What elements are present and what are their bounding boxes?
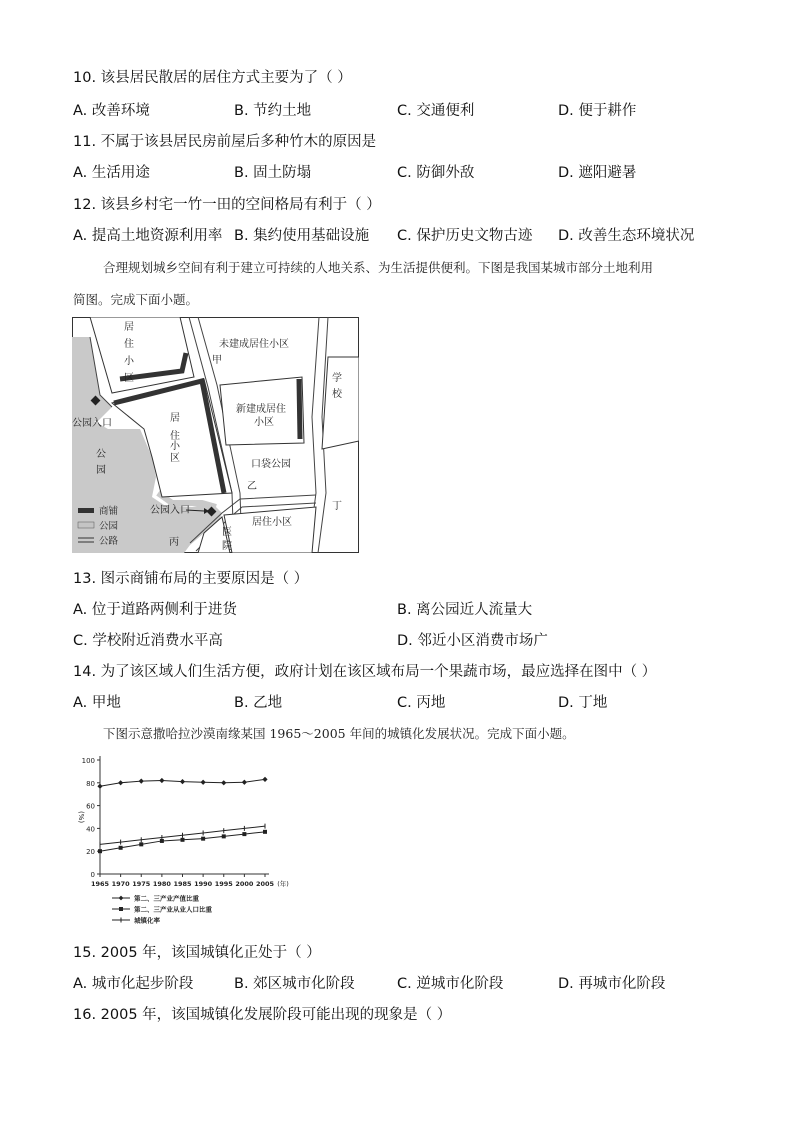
map-intro-line-1: 合理规划城乡空间有利于建立可持续的人地关系、为生活提供便利。下图是我国某城市部分土地利用 xyxy=(103,260,654,275)
q14-option-c[interactable]: C. 丙地 xyxy=(397,695,446,711)
q10-option-a[interactable]: A. 改善环境 xyxy=(73,103,150,119)
data-point-1 xyxy=(263,830,267,834)
label-unbuilt: 未建成居住小区 xyxy=(219,339,289,350)
map-intro-line-2: 简图。完成下面小题。 xyxy=(73,292,199,307)
q15-option-a[interactable]: A. 城市化起步阶段 xyxy=(73,976,194,992)
q14-option-a[interactable]: A. 甲地 xyxy=(73,695,121,711)
svg-text:区: 区 xyxy=(170,453,180,464)
y-tick-label: 80 xyxy=(86,779,95,788)
data-point-0 xyxy=(118,780,123,785)
label-yi: 乙 xyxy=(247,481,257,492)
label-residential-center-1: 居 xyxy=(170,413,180,424)
q11-option-d[interactable]: D. 遮阳避暑 xyxy=(558,165,637,181)
legend-marker-0 xyxy=(119,896,124,901)
data-point-0 xyxy=(180,779,185,784)
label-school-2: 校 xyxy=(332,389,342,400)
q12-option-c[interactable]: C. 保护历史文物古迹 xyxy=(397,228,533,244)
q15-option-b[interactable]: B. 郊区城市化阶段 xyxy=(234,976,355,992)
y-tick-label: 0 xyxy=(90,871,95,879)
svg-text:小: 小 xyxy=(124,356,134,367)
question-13-stem: 13. 图示商铺布局的主要原因是（ ） xyxy=(73,571,309,587)
svg-text:住: 住 xyxy=(170,431,180,442)
data-point-0 xyxy=(159,778,164,783)
data-point-0 xyxy=(221,780,226,785)
q13-option-d[interactable]: D. 邻近小区消费市场广 xyxy=(397,633,548,649)
label-bing: 丙 xyxy=(169,537,179,548)
label-school-1: 学 xyxy=(332,373,342,384)
y-axis-label: (%) xyxy=(77,810,85,824)
q11-option-a[interactable]: A. 生活用途 xyxy=(73,165,150,181)
data-point-1 xyxy=(222,834,226,838)
chart-intro: 下图示意撒哈拉沙漠南缘某国 1965～2005 年间的城镇化发展状况。完成下面小题。 xyxy=(103,726,575,741)
data-point-0 xyxy=(139,778,144,783)
x-axis-unit: (年) xyxy=(277,880,289,888)
label-new-residential-1: 新建成居住 xyxy=(236,404,286,415)
land-use-map xyxy=(72,317,359,553)
x-tick-label: 1995 xyxy=(214,880,233,888)
data-point-1 xyxy=(98,849,102,853)
x-tick-label: 1965 xyxy=(90,880,110,888)
label-park-1: 公 xyxy=(96,449,106,460)
label-residential-se: 居住小区 xyxy=(252,517,292,528)
q13-option-b[interactable]: B. 离公园近人流量大 xyxy=(397,602,533,618)
q10-option-c[interactable]: C. 交通便利 xyxy=(397,103,475,119)
question-12-stem: 12. 该县乡村宅一竹一田的空间格局有利于（ ） xyxy=(73,197,381,213)
legend-label-0: 第二、三产业产值比重 xyxy=(134,894,199,903)
data-point-1 xyxy=(139,842,143,846)
label-jia: 甲 xyxy=(212,355,222,366)
legend-road: 公路 xyxy=(99,536,119,547)
data-point-0 xyxy=(97,784,102,789)
question-16-stem: 16. 2005 年，该国城镇化发展阶段可能出现的现象是（ ） xyxy=(73,1007,452,1023)
q10-option-d[interactable]: D. 便于耕作 xyxy=(558,103,637,119)
q14-option-d[interactable]: D. 丁地 xyxy=(558,695,608,711)
q15-option-c[interactable]: C. 逆城市化阶段 xyxy=(397,976,504,992)
x-tick-label: 1975 xyxy=(132,880,151,888)
y-tick-label: 20 xyxy=(86,848,95,857)
data-point-0 xyxy=(242,780,247,785)
q10-option-b[interactable]: B. 节约土地 xyxy=(234,103,312,119)
data-point-0 xyxy=(201,780,206,785)
x-tick-label: 2005 xyxy=(255,880,275,888)
q12-option-a[interactable]: A. 提高土地资源利用率 xyxy=(73,228,223,244)
label-hospital-1: 医 xyxy=(222,527,232,538)
q15-option-d[interactable]: D. 再城市化阶段 xyxy=(558,976,666,992)
question-11-stem: 11. 不属于该县居民房前屋后多种竹木的原因是 xyxy=(73,134,377,150)
data-point-1 xyxy=(119,846,123,850)
legend-label-1: 第二、三产业从业人口比重 xyxy=(134,905,212,914)
q12-option-b[interactable]: B. 集约使用基础设施 xyxy=(234,228,370,244)
svg-text:小: 小 xyxy=(170,441,180,452)
legend-label-2: 城镇化率 xyxy=(134,916,160,925)
x-tick-label: 1985 xyxy=(173,880,192,888)
label-hospital-2: 院 xyxy=(222,541,232,552)
y-tick-label: 40 xyxy=(86,825,95,834)
label-new-residential-2: 小区 xyxy=(254,417,274,428)
data-point-0 xyxy=(262,777,267,782)
x-tick-label: 1990 xyxy=(194,880,213,888)
legend-park: 公园 xyxy=(99,521,119,532)
svg-text:住: 住 xyxy=(124,339,134,350)
label-park-2: 园 xyxy=(96,465,106,476)
x-tick-label: 2000 xyxy=(235,880,254,888)
q11-option-c[interactable]: C. 防御外敌 xyxy=(397,165,475,181)
label-pocket-park: 口袋公园 xyxy=(251,459,291,470)
label-park-entrance-bottom: 公园入口 xyxy=(150,505,190,516)
y-tick-label: 60 xyxy=(86,802,95,811)
q12-option-d[interactable]: D. 改善生态环境状况 xyxy=(558,228,695,244)
q11-option-b[interactable]: B. 固土防塌 xyxy=(234,165,312,181)
label-residential-nw-1: 居 xyxy=(124,322,134,333)
q13-option-a[interactable]: A. 位于道路两侧利于进货 xyxy=(73,602,237,618)
urbanization-chart xyxy=(72,752,312,928)
x-tick-label: 1970 xyxy=(111,880,130,888)
q13-option-c[interactable]: C. 学校附近消费水平高 xyxy=(73,633,223,649)
y-tick-label: 100 xyxy=(81,757,95,765)
label-park-entrance-left: 公园入口 xyxy=(72,418,112,429)
legend-marker-1 xyxy=(119,907,123,911)
data-point-1 xyxy=(181,838,185,842)
legend-shop: 商铺 xyxy=(99,506,119,517)
question-15-stem: 15. 2005 年，该国城镇化正处于（ ） xyxy=(73,945,321,961)
svg-text:区: 区 xyxy=(124,373,134,384)
label-ding: 丁 xyxy=(332,501,342,512)
data-point-1 xyxy=(242,832,246,836)
question-10-stem: 10. 该县居民散居的居住方式主要为了（ ） xyxy=(73,70,352,86)
x-tick-label: 1980 xyxy=(152,880,171,888)
data-point-1 xyxy=(201,837,205,841)
shop-new-residential xyxy=(299,379,300,439)
q14-option-b[interactable]: B. 乙地 xyxy=(234,695,283,711)
question-14-stem: 14. 为了该区域人们生活方便，政府计划在该区域布局一个果蔬市场，最应选择在图中（ ） xyxy=(73,664,657,680)
